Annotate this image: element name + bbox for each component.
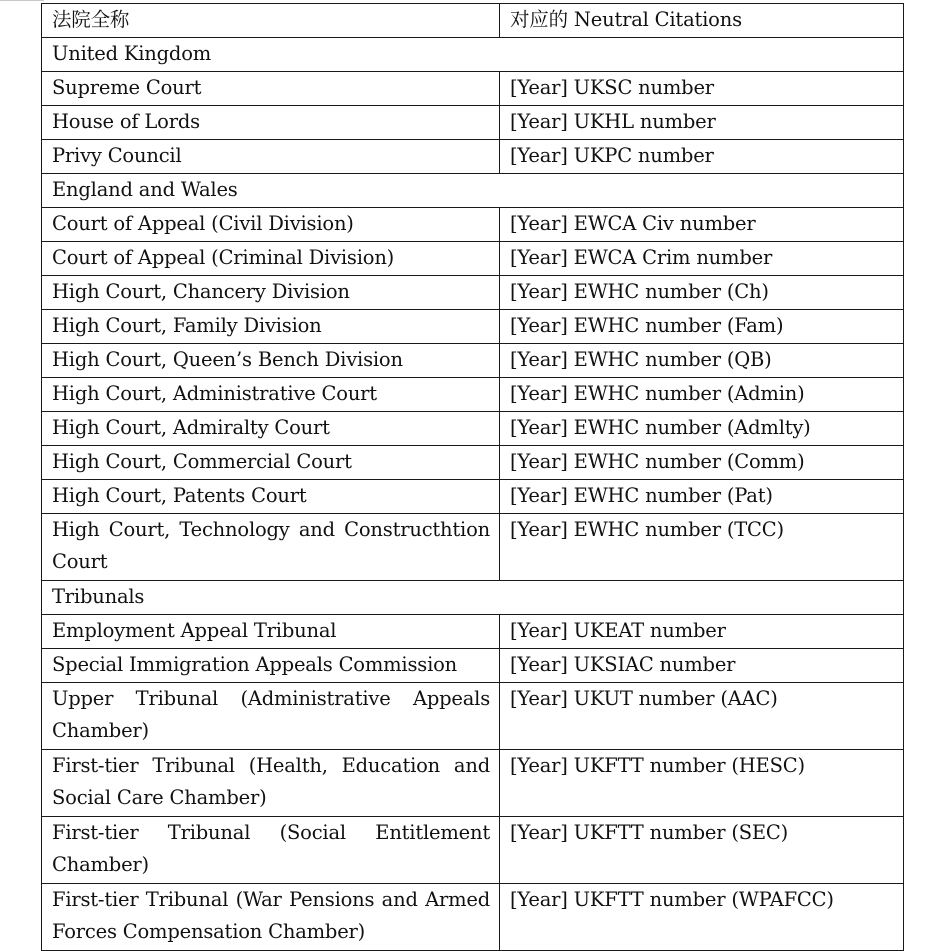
section-label: England and Wales [42,174,904,208]
section-row [42,581,904,615]
neutral-citation-cell: [Year] UKFTT number (WPAFCC) [500,884,904,951]
court-name-cell: Supreme Court [42,72,500,106]
neutral-citation-cell: [Year] EWHC number (TCC) [500,514,904,581]
table-header-row [42,4,904,38]
table-row [42,884,904,951]
court-name-cell: Court of Appeal (Criminal Division) [42,242,500,276]
section-label: United Kingdom [42,38,904,72]
court-name-cell: High Court, Family Division [42,310,500,344]
court-name-cell: Special Immigration Appeals Commission [42,649,500,683]
court-name-cell: High Court, Patents Court [42,480,500,514]
section-row [42,38,904,72]
court-name-cell: High Court, Administrative Court [42,378,500,412]
court-name-cell: High Court, Queen’s Bench Division [42,344,500,378]
table-row [42,683,904,750]
table-row [42,446,904,480]
table-row [42,276,904,310]
table-row [42,615,904,649]
table-row [42,208,904,242]
neutral-citation-cell: [Year] UKEAT number [500,615,904,649]
court-name-cell: First-tier Tribunal (War Pensions and Armed Forces Compensation Chamber) [42,884,500,951]
table-row [42,106,904,140]
table-row [42,514,904,581]
table-row [42,412,904,446]
neutral-citation-cell: [Year] UKSC number [500,72,904,106]
table-row [42,817,904,884]
section-label: Tribunals [42,581,904,615]
neutral-citation-cell: [Year] UKHL number [500,106,904,140]
neutral-citation-cell: [Year] UKPC number [500,140,904,174]
neutral-citation-cell: [Year] UKUT number (AAC) [500,683,904,750]
neutral-citation-cell: [Year] EWCA Civ number [500,208,904,242]
court-name-cell: House of Lords [42,106,500,140]
neutral-citation-cell: [Year] EWHC number (Ch) [500,276,904,310]
court-name-cell: High Court, Admiralty Court [42,412,500,446]
court-name-cell: First-tier Tribunal (Social Entitlement Chamber) [42,817,500,884]
table-row [42,344,904,378]
table-row [42,72,904,106]
table-row [42,750,904,817]
court-name-cell: High Court, Chancery Division [42,276,500,310]
neutral-citation-cell: [Year] EWHC number (Admin) [500,378,904,412]
court-name-cell: Employment Appeal Tribunal [42,615,500,649]
neutral-citation-cell: [Year] UKFTT number (HESC) [500,750,904,817]
neutral-citations-table [41,3,904,951]
court-name-cell: Upper Tribunal (Administrative Appeals Chamber) [42,683,500,750]
neutral-citation-cell: [Year] EWCA Crim number [500,242,904,276]
header-neutral-citation: 对应的 Neutral Citations [500,4,904,38]
section-row [42,174,904,208]
neutral-citation-cell: [Year] EWHC number (Comm) [500,446,904,480]
table-row [42,140,904,174]
table-row [42,480,904,514]
table-row [42,310,904,344]
court-name-cell: Court of Appeal (Civil Division) [42,208,500,242]
neutral-citation-cell: [Year] EWHC number (Admlty) [500,412,904,446]
court-name-cell: High Court, Commercial Court [42,446,500,480]
neutral-citation-cell: [Year] EWHC number (QB) [500,344,904,378]
court-name-cell: High Court, Technology and Constructhtion Court [42,514,500,581]
table-row [42,242,904,276]
court-name-cell: First-tier Tribunal (Health, Education and Social Care Chamber) [42,750,500,817]
header-court-name: 法院全称 [42,4,500,38]
court-name-cell: Privy Council [42,140,500,174]
neutral-citation-cell: [Year] UKFTT number (SEC) [500,817,904,884]
page-corner-mark [0,0,44,1]
table-row [42,649,904,683]
neutral-citation-cell: [Year] EWHC number (Fam) [500,310,904,344]
neutral-citation-cell: [Year] UKSIAC number [500,649,904,683]
table-row [42,378,904,412]
neutral-citation-cell: [Year] EWHC number (Pat) [500,480,904,514]
